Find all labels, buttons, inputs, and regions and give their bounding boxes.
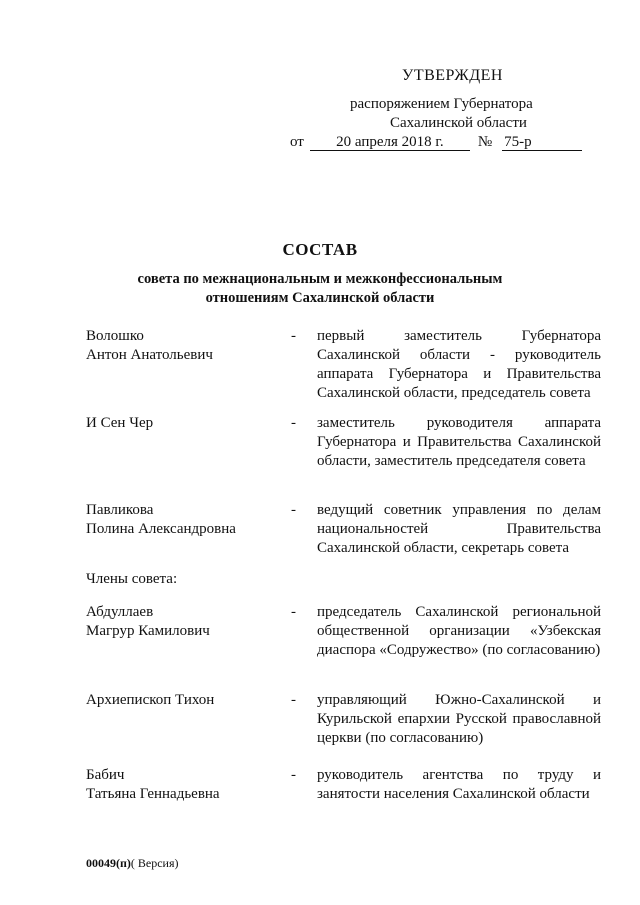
member-surname: Архиепископ Тихон bbox=[86, 692, 215, 708]
member-role: первый заместитель Губернатора Сахалинской области - руководитель аппарата Губернатора и Правительства Сахалинской области, председатель совета bbox=[317, 328, 601, 401]
member-surname: Павликова bbox=[86, 502, 154, 518]
member-name bbox=[86, 603, 291, 660]
footer-code: 00049(п) bbox=[86, 856, 131, 870]
member-role: ведущий советник управления по делам национальностей Правительства Сахалинской области, секретарь совета bbox=[317, 502, 601, 556]
member-row bbox=[86, 501, 601, 558]
member-name bbox=[86, 691, 291, 748]
members-label: Члены совета: bbox=[86, 571, 178, 587]
member-name bbox=[86, 327, 291, 403]
approval-date-line bbox=[290, 133, 610, 152]
member-name bbox=[86, 501, 291, 558]
member-dash: - bbox=[291, 767, 296, 783]
member-surname: Волошко bbox=[86, 328, 144, 344]
member-row bbox=[86, 414, 601, 471]
member-dash: - bbox=[291, 328, 296, 344]
member-given-names: Магрур Камилович bbox=[86, 623, 210, 639]
number-prefix: № bbox=[477, 134, 493, 150]
title-main: СОСТАВ bbox=[282, 240, 358, 259]
date-prefix: от bbox=[290, 134, 304, 150]
member-name bbox=[86, 414, 291, 471]
member-given-names: Антон Анатольевич bbox=[86, 347, 213, 363]
member-dash: - bbox=[291, 604, 296, 620]
member-surname: Бабич bbox=[86, 767, 125, 783]
approval-block bbox=[290, 66, 610, 152]
approval-heading: УТВЕРЖДЕН bbox=[402, 67, 503, 84]
approval-line-1: распоряжением Губернатора bbox=[350, 96, 533, 112]
member-dash: - bbox=[291, 692, 296, 708]
member-role: управляющий Южно-Сахалинской и Курильской епархии Русской православной церкви (по согласованию) bbox=[317, 692, 601, 746]
member-row bbox=[86, 691, 601, 748]
number-value: 75-р bbox=[502, 134, 582, 151]
member-dash: - bbox=[291, 502, 296, 518]
approval-line-2: Сахалинской области bbox=[390, 115, 527, 131]
footer-version: ( Версия) bbox=[130, 856, 179, 870]
member-row bbox=[86, 327, 601, 403]
member-given-names: Татьяна Геннадьевна bbox=[86, 786, 220, 802]
member-role: заместитель руководителя аппарата Губернатора и Правительства Сахалинской области, заместитель председателя совета bbox=[317, 415, 601, 469]
member-given-names: Полина Александровна bbox=[86, 521, 236, 537]
document-footer bbox=[86, 856, 179, 871]
member-surname: Абдуллаев bbox=[86, 604, 154, 620]
document-title bbox=[80, 240, 560, 308]
member-name bbox=[86, 766, 291, 804]
member-surname: И Сен Чер bbox=[86, 415, 154, 431]
date-value: 20 апреля 2018 г. bbox=[310, 134, 470, 151]
member-row bbox=[86, 603, 601, 660]
title-subtitle-line-1: совета по межнациональным и межконфессиональным bbox=[137, 271, 503, 287]
member-row bbox=[86, 766, 601, 804]
member-dash: - bbox=[291, 415, 296, 431]
member-role: председатель Сахалинской региональной общественной организации «Узбекская диаспора «Содружество» (по согласованию) bbox=[317, 604, 601, 658]
title-subtitle-line-2: отношениям Сахалинской области bbox=[205, 290, 435, 306]
member-role: руководитель агентства по труду и занятости населения Сахалинской области bbox=[317, 767, 601, 802]
